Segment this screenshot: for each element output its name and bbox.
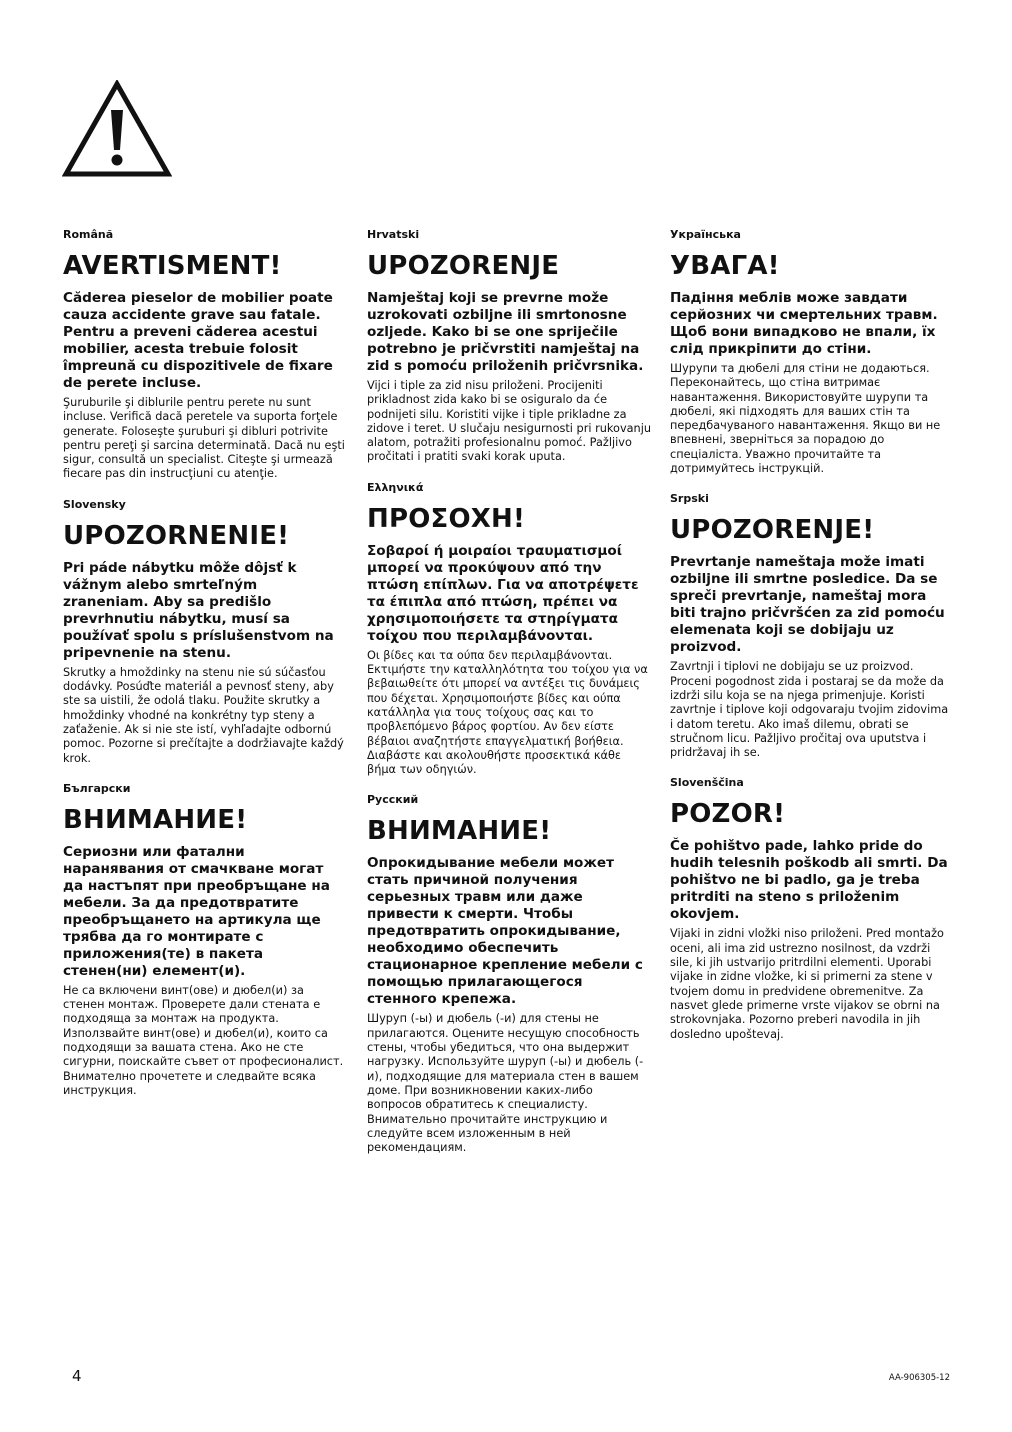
warning-body: Не са включени винт(ове) и дюбел(и) за стенен монтаж. Проверете дали стената е подходяща за монтаж на продукта. Използвайте винт(ове) и дюбел(и), които са подходящи за вашата стена. Ако не сте сигурни, поискайте съвет от професионалист. Внимателно прочетете и следвайте всяка инструкция.: [63, 983, 344, 1097]
language-label: Slovenščina: [670, 776, 744, 790]
warning-lead: Căderea pieselor de mobilier poate cauza accidente grave sau fatale. Pentru a preveni căderea acestui mobilier, acesta trebuie folosit împreună cu dispozitivele de fixare de perete incluse.: [63, 290, 333, 391]
language-label: Srpski: [670, 492, 709, 506]
warning-body: Οι βίδες και τα ούπα δεν περιλαμβάνονται. Εκτιμήστε την καταλληλότητα του τοίχου για να βεβαιωθείτε ότι μπορεί να αντέξει τις δυνάμεις που δέχεται. Χρησιμοποιήστε βίδες και ούπα κατάλληλα για τους τοίχους σας και το προβλεπόμενο βάρος φορτίου. Αν δεν είστε βέβαιοι αναζητήστε επαγγελματική βοήθεια. Διαβάστε και ακολουθήστε προσεκτικά κάθε βήμα των οδηγιών.: [367, 648, 648, 777]
warning-heading: POZOR!: [670, 799, 786, 830]
warning-lead: Сериозни или фатални наранявания от смачкване могат да настъпят при преобръщане на мебели. За да предотвратите преобръщането на артикула ще трябва да го монтирате с приложения(те) в пакета стенен(ни) елемент(и).: [63, 843, 330, 979]
warning-lead: Prevrtanje nameštaja može imati ozbiljne ili smrtne posledice. Da se spreči prevrtanje, nameštaj mora biti trajno pričvršćen za zid pomoću elemenata koji se dobijaju uz proizvod.: [670, 554, 945, 656]
warning-body: Шуруп (-ы) и дюбель (-и) для стены не прилагаются. Оцените несущую способность стены, чтобы убедиться, что она выдержит нагрузку. Используйте шуруп (-ы) и дюбель (-и), подходящие для материала стен в вашем доме. При возникновении каких-либо вопросов обратитесь к специалисту. Внимательно прочитайте инструкцию и следуйте всем изложенным в ней рекомендациям.: [367, 1012, 644, 1155]
page-number: 4: [72, 1367, 82, 1385]
warning-heading: УВАГА!: [670, 251, 780, 281]
language-label: Slovensky: [63, 497, 126, 511]
language-label: Български: [63, 781, 131, 795]
warning-triangle-icon: [62, 80, 172, 178]
warning-heading: ВНИМАНИЕ!: [367, 816, 552, 847]
column-right: [670, 228, 954, 1058]
section-ukrainska: [670, 228, 954, 476]
language-label: Русский: [367, 793, 419, 807]
section-srpski: [670, 492, 954, 760]
warning-heading: AVERTISMENT!: [63, 251, 282, 281]
warning-body: Vijci i tiple za zid nisu priloženi. Procijeniti prikladnost zida kako bi se osiguralo da će podnijeti silu. Koristiti vijke i tiple prikladne za zidove i teret. U slučaju nesigurnosti pri rukovanju alatom, potražiti profesionalnu pomoć. Pažljivo pročitati i pratiti svaki korak uputa.: [367, 379, 652, 464]
section-hrvatski: [367, 228, 651, 465]
warning-lead: Pri páde nábytku môže dôjsť k vážnym alebo smrteľným zraneniam. Aby sa predišlo prevrhnutiu nábytku, musí sa používať spolu s príslušenstvom na pripevnenie na stenu.: [63, 559, 334, 661]
warning-heading: UPOZORENJE!: [670, 515, 875, 546]
section-ellinika: [367, 481, 651, 778]
section-russkiy: [367, 793, 651, 1155]
section-romana: [63, 228, 347, 482]
section-slovensky: [63, 498, 347, 766]
column-middle: [367, 228, 651, 1171]
warning-lead: Namještaj koji se prevrne može uzrokovati ozbiljne ili smrtonosne ozljede. Kako bi se one spriječile potrebno je pričvrstiti namještaj na zid s pomoću priloženih pričvrsnika.: [367, 290, 644, 374]
warning-heading: UPOZORENJE: [367, 251, 560, 281]
section-bulgarski: [63, 782, 347, 1098]
section-slovenscina: [670, 776, 954, 1041]
warning-body: Шурупи та дюбелі для стіни не додаються. Переконайтесь, що стіна витримає навантаження. Використовуйте шурупи та дюбелі, які підходять для ваших стін та передбачуваного навантаження. Якщо ви не впевнені, зверніться за порадою до спеціаліста. Уважно прочитайте та дотримуйтесь інструкцій.: [670, 362, 941, 476]
warning-lead: Σοβαροί ή μοιραίοι τραυματισμοί μπορεί να προκύψουν από την πτώση επίπλων. Για να αποτρέψετε τα έπιπλα από πτώση, πρέπει να χρησιμοποιήσετε τα στηρίγματα τοίχου που περιλαμβάνονται.: [367, 542, 639, 644]
warning-body: Skrutky a hmoždinky na stenu nie sú súčasťou dodávky. Posúďte materiál a pevnosť steny, aby ste sa uistili, že odolá tlaku. Použite skrutky a hmoždinky vhodné na konkrétny typ steny a zaťaženie. Ak si nie ste istí, vyhľadajte odbornú pomoc. Pozorne si prečítajte a dodržiavajte každý krok.: [63, 665, 344, 765]
warning-lead: Če pohištvo pade, lahko pride do hudih telesnih poškodb ali smrti. Da pohištvo ne bi padlo, ga je treba pritrditi na steno s priloženim okovjem.: [670, 838, 948, 923]
language-label: Hrvatski: [367, 228, 420, 241]
language-label: Română: [63, 228, 114, 241]
document-code: AA-906305-12: [888, 1373, 950, 1383]
warning-heading: UPOZORNENIE!: [63, 520, 290, 551]
warning-body: Şuruburile şi diblurile pentru perete nu sunt incluse. Verifică dacă peretele va suporta forţele generate. Foloseşte şuruburi şi dibluri potrivite pentru pereţi şi sarcina determinată. Dacă nu eşti sigur, consultă un specialist. Citeşte şi urmează fiecare pas din instrucţiuni cu atenţie.: [63, 396, 345, 481]
warning-heading: ВНИМАНИЕ!: [63, 804, 248, 835]
warning-body: Zavrtnji i tiplovi ne dobijaju se uz proizvod. Proceni pogodnost zida i postaraj se da može da izdrži silu koja se na njega primenjuje. Koristi zavrtnje i tiplove koji odgovaraju tvojim zidovima i datom teretu. Ako imaš dilemu, obrati se stručnom licu. Pažljivo pročitaj ova uputstva i pridržavaj ih se.: [670, 660, 949, 760]
language-label: Українська: [670, 228, 741, 241]
warning-heading: ΠΡΟΣΟΧΗ!: [367, 503, 526, 534]
language-label: Ελληνικά: [367, 480, 424, 494]
warning-body: Vijaki in zidni vložki niso priloženi. Pred montažo oceni, ali ima zid ustrezno nosilnost, da vzdrži sile, ki jih ustvarijo pritrdilni elementi. Uporabi vijake in zidne vložke, ki si primerni za stene v tvojem domu in predvidene obremenitve. Za nasvet glede primerne vrste vijakov se obrni na strokovnjaka. Pozorno preberi navodila in jih dosledno upoštevaj.: [670, 927, 944, 1041]
column-left: [63, 228, 347, 1114]
warning-lead: Опрокидывание мебели может стать причиной получения серьезных травм или даже привести к смерти. Чтобы предотвратить опрокидывание, необходимо обеспечить стационарное крепление мебели с помощью прилагающегося стенного крепежа.: [367, 855, 643, 1008]
warning-lead: Падіння меблів може завдати серйозних чи смертельних травм. Щоб вони випадково не впали, їх слід прикріпити до стіни.: [670, 290, 938, 357]
